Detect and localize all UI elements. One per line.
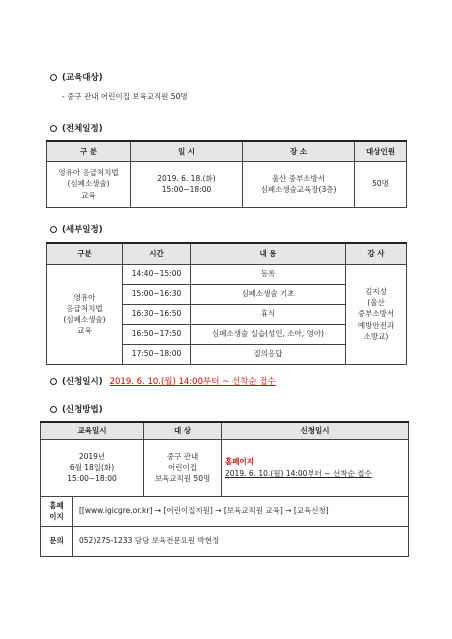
table-header: 대상인원 bbox=[355, 141, 407, 161]
time-cell: 16:30~16:50 bbox=[123, 304, 191, 324]
table-header: 강 사 bbox=[346, 243, 407, 264]
table-header: 장 소 bbox=[243, 141, 355, 161]
table-row bbox=[41, 496, 409, 526]
circle-bullet-icon bbox=[50, 125, 57, 132]
detail-schedule-table bbox=[46, 242, 407, 365]
category-cell: 영유아 응급처치법 (심폐소생술) 교육 bbox=[47, 264, 123, 364]
content-cell: 심폐소생술 기초 bbox=[191, 284, 346, 304]
table-header: 교육일시 bbox=[41, 422, 144, 439]
circle-bullet-icon bbox=[50, 226, 57, 233]
time-cell: 14:40~15:00 bbox=[123, 264, 191, 284]
time-cell: 15:00~16:30 bbox=[123, 284, 191, 304]
count-cell: 50명 bbox=[355, 161, 407, 207]
circle-bullet-icon bbox=[50, 74, 57, 81]
circle-bullet-icon bbox=[50, 406, 57, 413]
table-header: 구 분 bbox=[47, 141, 131, 161]
time-cell: 17:50~18:00 bbox=[123, 344, 191, 364]
homepage-path[interactable]: [[www.igicgre.or.kr] → [어린이집지원] → [보육교직원 교육] → [교육신청] bbox=[73, 496, 409, 526]
place-cell: 울산 중부소방서 심폐소생술교육장(3층) bbox=[243, 161, 355, 207]
edu-datetime-cell: 2019년 6월 18일(화) 15:00~18:00 bbox=[41, 439, 144, 496]
table-header: 내 용 bbox=[191, 243, 346, 264]
content-cell: 질의응답 bbox=[191, 344, 346, 364]
apply-date-value: 2019. 6. 10.(월) 14:00부터 ~ 선착순 접수 bbox=[109, 377, 276, 387]
section-heading-apply-date: (신청일시) 2019. 6. 10.(월) 14:00부터 ~ 선착순 접수 bbox=[50, 375, 276, 387]
circle-bullet-icon bbox=[50, 378, 57, 385]
homepage-label: 홈페 이지 bbox=[41, 496, 73, 526]
datetime-cell: 2019. 6. 18.(화) 15:00~18:00 bbox=[131, 161, 243, 207]
table-header: 구분 bbox=[47, 243, 123, 264]
apply-period-cell: 홈페이지 2019. 6. 10.(월) 14:00부터 ~ 선착순 접수 bbox=[222, 439, 409, 496]
content-cell: 심폐소생술 실습(성인, 소아, 영아) bbox=[191, 324, 346, 344]
table-header: 시간 bbox=[123, 243, 191, 264]
table-row bbox=[41, 526, 409, 556]
table-header: 신청일시 bbox=[222, 422, 409, 439]
section-heading-target: (교육대상) bbox=[50, 71, 103, 83]
content-cell: 등록 bbox=[191, 264, 346, 284]
table-header: 대 상 bbox=[144, 422, 222, 439]
table-row bbox=[47, 161, 407, 207]
overall-schedule-table bbox=[46, 140, 407, 208]
section-heading-apply-method: (신청방법) bbox=[50, 403, 103, 415]
time-cell: 16:50~17:50 bbox=[123, 324, 191, 344]
category-cell: 영유아 응급처치법 (심폐소생술) 교육 bbox=[47, 161, 131, 207]
section-heading-overall: (전체일정) bbox=[50, 122, 103, 134]
table-header: 일 시 bbox=[131, 141, 243, 161]
instructor-cell: 김지성 (울산 중부소방서 예방안전과 소방교) bbox=[346, 264, 407, 364]
target-description: - 중구 관내 어린이집 보육교직원 50명 bbox=[62, 92, 188, 101]
apply-method-table bbox=[40, 421, 409, 557]
content-cell: 휴식 bbox=[191, 304, 346, 324]
contact-value: 052)275-1233 담당 보육전문요원 박현정 bbox=[73, 526, 409, 556]
target-cell: 중구 관내 어린이집 보육교직원 50명 bbox=[144, 439, 222, 496]
section-heading-detail: (세부일정) bbox=[50, 223, 103, 235]
table-row bbox=[41, 439, 409, 496]
contact-label: 문의 bbox=[41, 526, 73, 556]
table-row bbox=[47, 264, 407, 284]
